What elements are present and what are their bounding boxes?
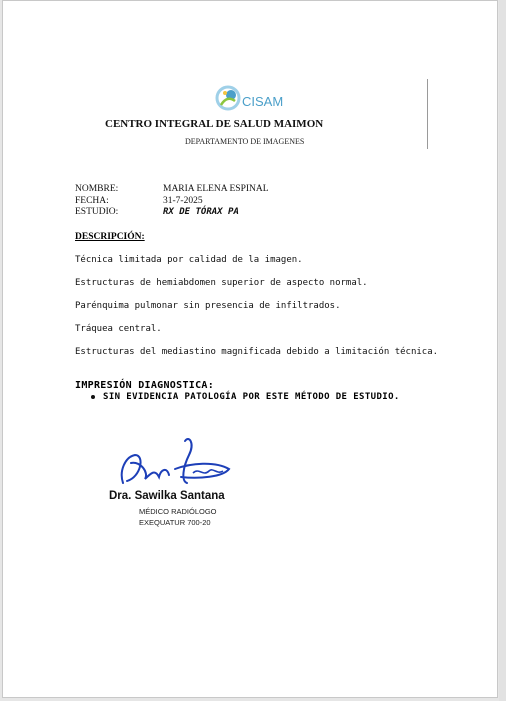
description-paragraph: Tráquea central.: [75, 324, 162, 334]
vertical-scrollbar[interactable]: [499, 0, 506, 701]
doctor-title: MÉDICO RADIÓLOGO: [139, 507, 217, 516]
document-page: [2, 0, 498, 698]
patient-name: MARIA ELENA ESPINAL: [163, 184, 269, 194]
bullet-icon: [91, 395, 95, 399]
impression-item: [91, 392, 400, 402]
impression-heading: IMPRESIÓN DIAGNOSTICA:: [75, 380, 215, 391]
exequatur: EXEQUATUR 700-20: [139, 518, 211, 527]
organization-name: CENTRO INTEGRAL DE SALUD MAIMON: [105, 118, 324, 130]
handwritten-signature: [111, 433, 241, 493]
description-heading: DESCRIPCIÓN:: [75, 232, 145, 242]
department-name: DEPARTAMENTO DE IMAGENES: [185, 137, 305, 146]
doctor-name: Dra. Sawilka Santana: [109, 490, 225, 502]
cisam-logo: [213, 83, 293, 115]
study-date: 31-7-2025: [163, 196, 203, 206]
impression-text: SIN EVIDENCIA PATOLOGÍA POR ESTE MÉTODO DE ESTUDIO.: [103, 392, 400, 402]
description-paragraph: Estructuras de hemiabdomen superior de aspecto normal.: [75, 278, 368, 288]
margin-divider: [427, 79, 428, 149]
svg-text:CISAM: CISAM: [242, 94, 284, 109]
description-paragraph: Técnica limitada por calidad de la imagen.: [75, 255, 303, 265]
description-paragraph: Parénquima pulmonar sin presencia de infiltrados.: [75, 301, 341, 311]
name-label: NOMBRE:: [75, 184, 119, 194]
study-label: ESTUDIO:: [75, 207, 119, 217]
description-paragraph: Estructuras del mediastino magnificada debido a limitación técnica.: [75, 347, 439, 357]
study-name: RX DE TÓRAX PA: [163, 207, 239, 217]
date-label: FECHA:: [75, 196, 109, 206]
